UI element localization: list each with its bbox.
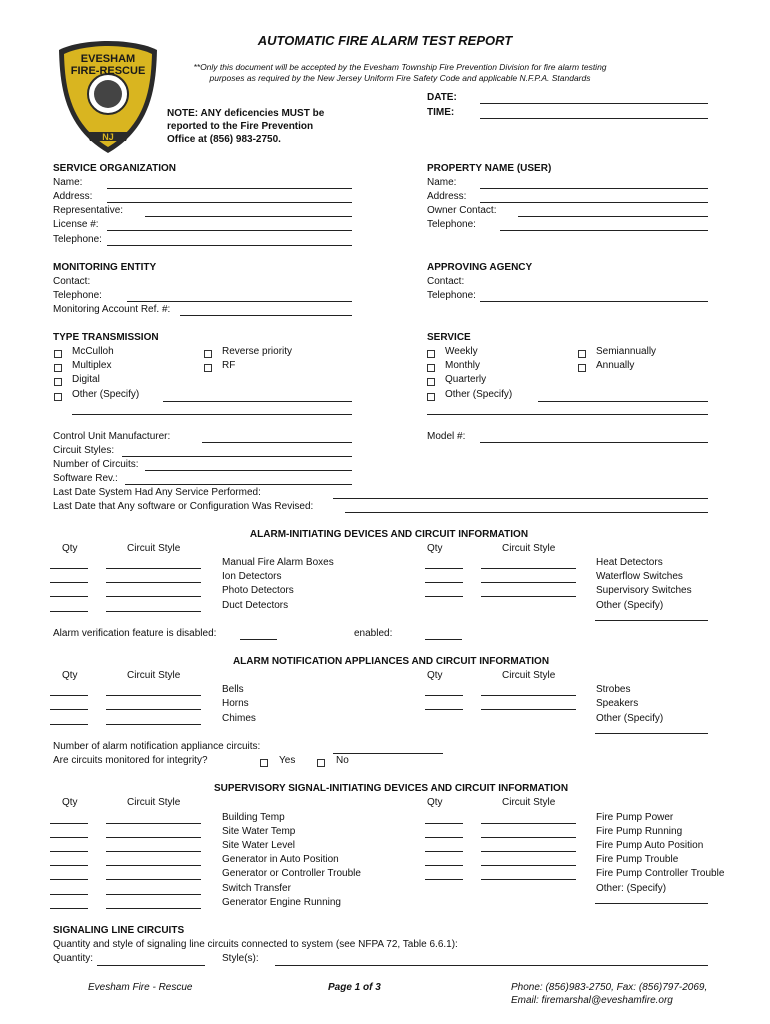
supervisory-qty-field[interactable] bbox=[50, 894, 88, 895]
monitoring-account-field[interactable] bbox=[180, 315, 352, 316]
qty-header: Qty bbox=[62, 543, 78, 554]
last-service-field[interactable] bbox=[333, 498, 708, 499]
digital-checkbox[interactable] bbox=[54, 378, 62, 386]
supervisory-device-label: Generator Engine Running bbox=[222, 896, 341, 908]
supervisory-style-field[interactable] bbox=[106, 837, 201, 838]
alarm-initiating-device-label: Duct Detectors bbox=[222, 599, 289, 611]
circuit-style-header: Circuit Style bbox=[127, 543, 181, 554]
annually-label: Annually bbox=[596, 360, 635, 371]
qty-header-right: Qty bbox=[427, 543, 443, 554]
supervisory-device-label: Generator in Auto Position bbox=[222, 854, 339, 866]
note-line-2: reported to the Fire Prevention bbox=[167, 121, 314, 132]
other-service-label: Other (Specify) bbox=[445, 389, 513, 400]
property-telephone-label: Telephone: bbox=[427, 219, 476, 230]
notification-device-label: Chimes bbox=[222, 712, 256, 724]
time-field[interactable] bbox=[480, 118, 708, 119]
footer-email: Email: firemarshal@eveshamfire.org bbox=[511, 995, 673, 1006]
slc-description: Quantity and style of signaling line circuits connected to system (see NFPA 72, Table 6.6.1): bbox=[53, 939, 458, 950]
approving-telephone-field[interactable] bbox=[480, 301, 708, 302]
service-org-license-label: License #: bbox=[53, 219, 99, 230]
alarm-initiating-qty-field[interactable] bbox=[50, 582, 88, 583]
other-transmission-checkbox[interactable] bbox=[54, 393, 62, 401]
slc-quantity-label: Quantity: bbox=[53, 953, 94, 964]
monitored-no-checkbox[interactable] bbox=[317, 759, 325, 767]
notification-style-field-right[interactable] bbox=[481, 695, 576, 696]
weekly-label: Weekly bbox=[445, 346, 478, 357]
subtitle-line-2: purposes as required by the New Jersey Uniform Fire Safety Code and applicable N.F.P.A. Standards bbox=[209, 73, 591, 83]
notification-device-label-right: Speakers bbox=[596, 698, 639, 710]
service-org-name-field[interactable] bbox=[107, 188, 352, 189]
supervisory-qty-field[interactable] bbox=[50, 851, 88, 852]
notification-device-label-right: Other (Specify) bbox=[596, 712, 664, 724]
supervisory-qty-field-right[interactable] bbox=[425, 879, 463, 880]
slc-quantity-field[interactable] bbox=[97, 965, 205, 966]
multiplex-label: Multiplex bbox=[72, 360, 112, 371]
circuit-style-header: Circuit Style bbox=[127, 797, 181, 808]
mcculloh-checkbox[interactable] bbox=[54, 350, 62, 358]
alarm-initiating-style-field-right[interactable] bbox=[481, 582, 576, 583]
property-address-label: Address: bbox=[427, 191, 467, 202]
monitored-label: Are circuits monitored for integrity? bbox=[53, 755, 208, 766]
property-address-field[interactable] bbox=[480, 202, 708, 203]
supervisory-device-label: Switch Transfer bbox=[222, 882, 291, 894]
other-service-checkbox[interactable] bbox=[427, 393, 435, 401]
subtitle-line-1: **Only this document will be accepted by the Evesham Township Fire Prevention Division for fire alarm testing bbox=[193, 62, 607, 72]
other-transmission-label: Other (Specify) bbox=[72, 389, 140, 400]
reverse-priority-checkbox[interactable] bbox=[204, 350, 212, 358]
quarterly-checkbox[interactable] bbox=[427, 378, 435, 386]
annually-checkbox[interactable] bbox=[578, 364, 586, 372]
logo-top-text: EVESHAM bbox=[80, 53, 136, 65]
supervisory-style-field-right[interactable] bbox=[481, 823, 576, 824]
service-org-rep-field[interactable] bbox=[145, 216, 352, 217]
supervisory-qty-field-right[interactable] bbox=[425, 851, 463, 852]
other-transmission-field-2[interactable] bbox=[72, 414, 352, 415]
nac-count-field[interactable] bbox=[333, 753, 443, 754]
quarterly-label: Quarterly bbox=[445, 374, 487, 385]
notification-device-label-right: Strobes bbox=[596, 684, 631, 695]
qty-header: Qty bbox=[62, 670, 78, 681]
supervisory-device-label: Site Water Temp bbox=[222, 826, 296, 838]
monitoring-telephone-label: Telephone: bbox=[53, 290, 102, 301]
property-heading: PROPERTY NAME (USER) bbox=[427, 163, 552, 174]
supervisory-qty-field[interactable] bbox=[50, 879, 88, 880]
service-org-license-field[interactable] bbox=[107, 230, 352, 231]
supervisory-device-label-right: Fire Pump Running bbox=[596, 826, 683, 838]
approving-telephone-label: Telephone: bbox=[427, 290, 476, 301]
number-circuits-label: Number of Circuits: bbox=[53, 459, 139, 470]
alarm-initiating-device-label-right: Supervisory Switches bbox=[596, 585, 692, 597]
supervisory-qty-field-right[interactable] bbox=[425, 823, 463, 824]
supervisory-style-field-right[interactable] bbox=[481, 837, 576, 838]
notification-qty-field[interactable] bbox=[50, 724, 88, 725]
alarm-initiating-qty-field-right[interactable] bbox=[425, 582, 463, 583]
property-name-label: Name: bbox=[427, 177, 457, 188]
notification-qty-field[interactable] bbox=[50, 709, 88, 710]
circuit-style-header: Circuit Style bbox=[127, 670, 181, 681]
notification-device-label: Bells bbox=[222, 684, 244, 695]
supervisory-style-field[interactable] bbox=[106, 894, 201, 895]
number-circuits-field[interactable] bbox=[145, 470, 352, 471]
property-owner-field[interactable] bbox=[518, 216, 708, 217]
circuit-styles-label: Circuit Styles: bbox=[53, 445, 115, 456]
model-label: Model #: bbox=[427, 431, 466, 442]
alarm-initiating-style-field[interactable] bbox=[106, 611, 201, 612]
page-title: AUTOMATIC FIRE ALARM TEST REPORT bbox=[257, 33, 513, 48]
approving-heading: APPROVING AGENCY bbox=[427, 262, 533, 273]
last-revised-field[interactable] bbox=[345, 512, 708, 513]
other-service-field[interactable] bbox=[538, 401, 708, 402]
manufacturer-field[interactable] bbox=[202, 442, 352, 443]
verify-enabled-field[interactable] bbox=[425, 639, 462, 640]
supervisory-qty-field[interactable] bbox=[50, 908, 88, 909]
fire-rescue-badge-logo bbox=[56, 38, 160, 156]
qty-header-right: Qty bbox=[427, 797, 443, 808]
date-field[interactable] bbox=[480, 103, 708, 104]
supervisory-qty-field[interactable] bbox=[50, 865, 88, 866]
monitoring-heading: MONITORING ENTITY bbox=[53, 262, 157, 273]
alarm-initiating-qty-field-right[interactable] bbox=[425, 596, 463, 597]
monthly-label: Monthly bbox=[445, 360, 481, 371]
alarm-initiating-style-field[interactable] bbox=[106, 582, 201, 583]
alarm-initiating-qty-field[interactable] bbox=[50, 568, 88, 569]
manufacturer-label: Control Unit Manufacturer: bbox=[53, 431, 171, 442]
alarm-initiating-device-label-right: Other (Specify) bbox=[596, 599, 664, 611]
alarm-initiating-style-field[interactable] bbox=[106, 596, 201, 597]
supervisory-qty-field[interactable] bbox=[50, 823, 88, 824]
supervisory-device-label: Generator or Controller Trouble bbox=[222, 868, 361, 880]
notification-qty-field-right[interactable] bbox=[425, 709, 463, 710]
supervisory-qty-field-right[interactable] bbox=[425, 837, 463, 838]
alarm-initiating-qty-field[interactable] bbox=[50, 611, 88, 612]
service-org-rep-label: Representative: bbox=[53, 205, 124, 216]
property-owner-label: Owner Contact: bbox=[427, 205, 497, 216]
service-org-address-field[interactable] bbox=[107, 202, 352, 203]
alarm-initiating-other-specify-field[interactable] bbox=[595, 620, 708, 621]
notification-style-field[interactable] bbox=[106, 695, 201, 696]
logo-middle-text: FIRE-RESCUE bbox=[70, 65, 146, 77]
monitoring-contact-label: Contact: bbox=[53, 276, 91, 287]
reverse-priority-label: Reverse priority bbox=[222, 346, 293, 357]
slc-heading: SIGNALING LINE CIRCUITS bbox=[53, 925, 185, 936]
nac-count-label: Number of alarm notification appliance circuits: bbox=[53, 741, 261, 752]
logo-state-text: NJ bbox=[102, 132, 114, 142]
qty-header-right: Qty bbox=[427, 670, 443, 681]
alarm-initiating-style-field-right[interactable] bbox=[481, 596, 576, 597]
slc-styles-label: Style(s): bbox=[222, 953, 259, 964]
alarm-initiating-qty-field-right[interactable] bbox=[425, 568, 463, 569]
supervisory-device-label-right: Fire Pump Controller Trouble bbox=[596, 868, 725, 880]
multiplex-checkbox[interactable] bbox=[54, 364, 62, 372]
transmission-heading: TYPE TRANSMISSION bbox=[53, 332, 159, 343]
supervisory-style-field-right[interactable] bbox=[481, 865, 576, 866]
time-label: TIME: bbox=[427, 107, 455, 118]
supervisory-style-field[interactable] bbox=[106, 908, 201, 909]
circuit-style-header-right: Circuit Style bbox=[502, 797, 556, 808]
property-name-field[interactable] bbox=[480, 188, 708, 189]
approving-contact-label: Contact: bbox=[427, 276, 465, 287]
mcculloh-label: McCulloh bbox=[72, 346, 114, 357]
semiannually-label: Semiannually bbox=[596, 346, 657, 357]
monitored-yes-label: Yes bbox=[279, 755, 296, 766]
supervisory-device-label-right: Fire Pump Trouble bbox=[596, 854, 679, 866]
supervisory-qty-field-right[interactable] bbox=[425, 865, 463, 866]
supervisory-style-field[interactable] bbox=[106, 865, 201, 866]
rf-label: RF bbox=[222, 360, 236, 371]
service-heading: SERVICE bbox=[427, 332, 471, 343]
supervisory-device-label: Building Temp bbox=[222, 812, 285, 823]
semiannually-checkbox[interactable] bbox=[578, 350, 586, 358]
last-revised-label: Last Date that Any software or Configuration Was Revised: bbox=[53, 501, 314, 512]
alarm-initiating-device-label-right: Heat Detectors bbox=[596, 557, 663, 568]
alarm-initiating-style-field[interactable] bbox=[106, 568, 201, 569]
alarm-initiating-device-label: Manual Fire Alarm Boxes bbox=[222, 557, 334, 568]
notification-qty-field-right[interactable] bbox=[425, 695, 463, 696]
alarm-initiating-device-label-right: Waterflow Switches bbox=[596, 571, 683, 583]
supervisory-qty-field[interactable] bbox=[50, 837, 88, 838]
monthly-checkbox[interactable] bbox=[427, 364, 435, 372]
date-label: DATE: bbox=[427, 92, 457, 103]
other-service-field-2[interactable] bbox=[427, 414, 708, 415]
notification-qty-field[interactable] bbox=[50, 695, 88, 696]
software-rev-field[interactable] bbox=[125, 484, 352, 485]
note-line-3: Office at (856) 983-2750. bbox=[167, 134, 281, 145]
qty-header: Qty bbox=[62, 797, 78, 808]
footer-org: Evesham Fire - Rescue bbox=[88, 982, 193, 993]
verify-enabled-label: enabled: bbox=[354, 628, 393, 639]
weekly-checkbox[interactable] bbox=[427, 350, 435, 358]
supervisory-style-field-right[interactable] bbox=[481, 851, 576, 852]
supervisory-device-label-right: Fire Pump Power bbox=[596, 812, 674, 823]
notification-device-label: Horns bbox=[222, 698, 249, 710]
footer-page-number: Page 1 of 3 bbox=[328, 982, 381, 993]
notification-style-field[interactable] bbox=[106, 709, 201, 710]
service-org-telephone-label: Telephone: bbox=[53, 234, 102, 245]
supervisory-style-field[interactable] bbox=[106, 823, 201, 824]
monitored-no-label: No bbox=[336, 755, 349, 766]
circuit-styles-field[interactable] bbox=[122, 456, 352, 457]
notification-style-field-right[interactable] bbox=[481, 709, 576, 710]
software-rev-label: Software Rev.: bbox=[53, 473, 118, 484]
verify-disabled-label: Alarm verification feature is disabled: bbox=[53, 628, 217, 639]
monitored-yes-checkbox[interactable] bbox=[260, 759, 268, 767]
alarm-initiating-device-label: Ion Detectors bbox=[222, 571, 282, 583]
supervisory-device-label-right: Fire Pump Auto Position bbox=[596, 840, 704, 852]
notification-heading: ALARM NOTIFICATION APPLIANCES AND CIRCUIT INFORMATION bbox=[232, 656, 550, 667]
note-line-1: NOTE: ANY deficencies MUST be bbox=[167, 108, 325, 119]
last-service-label: Last Date System Had Any Service Performed: bbox=[53, 487, 261, 498]
notification-style-field[interactable] bbox=[106, 724, 201, 725]
monitoring-account-label: Monitoring Account Ref. #: bbox=[53, 304, 171, 315]
property-telephone-field[interactable] bbox=[500, 230, 708, 231]
circuit-style-header-right: Circuit Style bbox=[502, 670, 556, 681]
supervisory-other-specify-field[interactable] bbox=[595, 903, 708, 904]
monitoring-telephone-field[interactable] bbox=[127, 301, 352, 302]
supervisory-style-field[interactable] bbox=[106, 879, 201, 880]
supervisory-heading: SUPERVISORY SIGNAL-INITIATING DEVICES AND CIRCUIT INFORMATION bbox=[213, 783, 569, 794]
supervisory-device-label: Site Water Level bbox=[222, 840, 295, 852]
digital-label: Digital bbox=[72, 374, 100, 385]
service-org-heading: SERVICE ORGANIZATION bbox=[53, 163, 176, 174]
circuit-style-header-right: Circuit Style bbox=[502, 543, 556, 554]
supervisory-device-label-right: Other: (Specify) bbox=[596, 882, 667, 894]
service-org-name-label: Name: bbox=[53, 177, 83, 188]
alarm-initiating-qty-field[interactable] bbox=[50, 596, 88, 597]
other-transmission-field[interactable] bbox=[163, 401, 352, 402]
model-field[interactable] bbox=[480, 442, 708, 443]
service-org-telephone-field[interactable] bbox=[107, 245, 352, 246]
alarm-initiating-style-field-right[interactable] bbox=[481, 568, 576, 569]
service-org-address-label: Address: bbox=[53, 191, 93, 202]
footer-phone: Phone: (856)983-2750, Fax: (856)797-2069, bbox=[511, 982, 708, 993]
notification-other-specify-field[interactable] bbox=[595, 733, 708, 734]
rf-checkbox[interactable] bbox=[204, 364, 212, 372]
supervisory-style-field[interactable] bbox=[106, 851, 201, 852]
alarm-initiating-heading: ALARM-INITIATING DEVICES AND CIRCUIT INFORMATION bbox=[249, 529, 529, 540]
alarm-initiating-device-label: Photo Detectors bbox=[222, 585, 294, 597]
slc-styles-field[interactable] bbox=[275, 965, 708, 966]
verify-disabled-field[interactable] bbox=[240, 639, 277, 640]
supervisory-style-field-right[interactable] bbox=[481, 879, 576, 880]
